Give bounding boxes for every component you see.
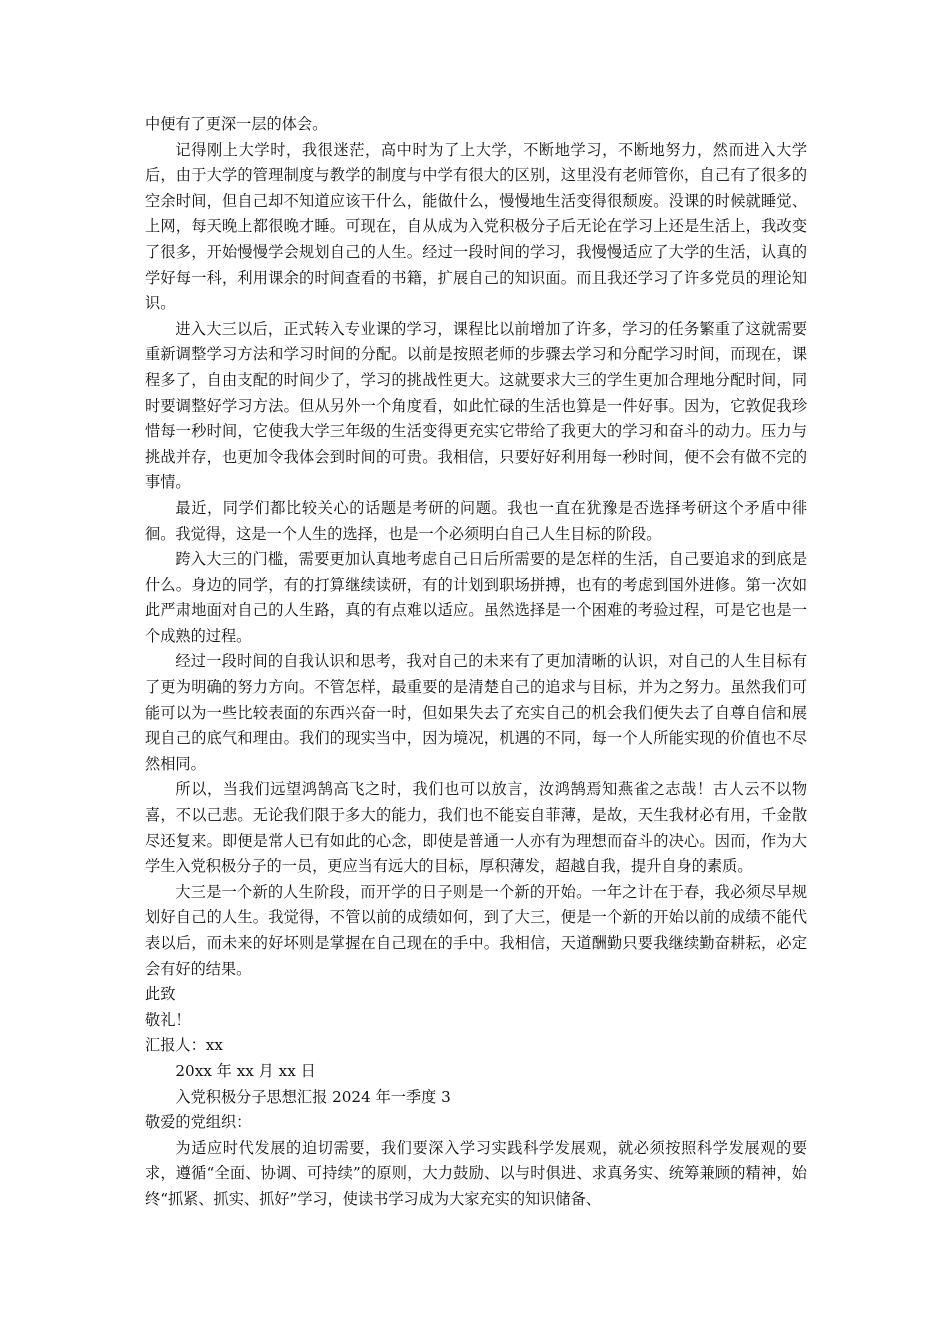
closing-regards: 敬礼！ [145, 1010, 191, 1029]
intro-line: 中便有了更深一层的体会。 [145, 115, 328, 133]
next-report-title: 入党积极分子思想汇报 2024 年一季度 3 [175, 1087, 451, 1106]
paragraph-6: 所以，当我们远望鸿鹄高飞之时，我们也可以放言，汝鸿鹄焉知燕雀之志哉！古人云不以物喜，不以己悲。无论我们限于多大的能力，我们也不能妄自菲薄，是故，天生我材必有用，千金散尽还复来。即便是常人已有如此的心念，即使是普通一人亦有为理想而奋斗的决心。因而，作为大学生入党积极分子的一员，更应当有远大的目标，厚积薄发，超越自我，提升自身的素质。 [145, 780, 807, 876]
paragraph-2: 进入大三以后，正式转入专业课的学习，课程比以前增加了许多，学习的任务繁重了这就需要重新调整学习方法和学习时间的分配。以前是按照老师的步骤去学习和分配学习时间，而现在，课程多了，自由支配的时间少了，学习的挑战性更大。这就要求大三的学生更加合理地分配时间，同时要调整好学习方法。但从另外一个角度看，如此忙碌的生活也算是一件好事。因为，它敦促我珍惜每一秒时间，它使我大学三年级的生活变得更充实它带给了我更大的学习和奋斗的动力。压力与挑战并存，也更加令我体会到时间的可贵。我相信，只要好好利用每一秒时间，便不会有做不完的事情。 [145, 319, 807, 492]
paragraph-7: 大三是一个新的人生阶段，而开学的日子则是一个新的开始。一年之计在于春，我必须尽早规划好自己的人生。我觉得，不管以前的成绩如何，到了大三，便是一个新的开始以前的成绩不能代表以后，而未来的好坏则是掌握在自己现在的手中。我相信，天道酬勤只要我继续勤奋耕耘，必定会有好的结果。 [145, 882, 807, 978]
closing-salute: 此致 [145, 985, 176, 1004]
next-report-paragraph: 为适应时代发展的迫切需要，我们要深入学习实践科学发展观，就必须按照科学发展观的要求，遵循“全面、协调、可持续”的原则，大力鼓励、以与时俱进、求真务实、统筹兼顾的精神，始终“抓紧、抓实、抓好”学习，使读书学习成为大家充实的知识储备、 [145, 1138, 807, 1208]
paragraph-1: 记得刚上大学时，我很迷茫，高中时为了上大学，不断地学习，不断地努力，然而进入大学后，由于大学的管理制度与教学的制度与中学有很大的区别，这里没有老师管你，自己有了很多的空余时间，但自己却不知道应该干什么，能做什么，慢慢地生活变得很颓废。没课的时候就睡觉、上网，每天晚上都很晚才睡。可现在，自从成为入党积极分子后无论在学习上还是生活上，我改变了很多，开始慢慢学会规划自己的人生。经过一段时间的学习，我慢慢适应了大学的生活，认真的学好每一科，利用课余的时间查看的书籍，扩展自己的知识面。而且我还学习了许多党员的理论知识。 [145, 140, 807, 313]
paragraph-3: 最近，同学们都比较关心的话题是考研的问题。我也一直在犹豫是否选择考研这个矛盾中徘徊。我觉得，这是一个人生的选择，也是一个必须明白自己人生目标的阶段。 [145, 498, 807, 543]
paragraph-5: 经过一段时间的自我认识和思考，我对自己的未来有了更加清晰的认识，对自己的人生目标有了更为明确的努力方向。不管怎样，最重要的是清楚自己的追求与目标，并为之努力。虽然我们可能可以为一些比较表面的东西兴奋一时，但如果失去了充实自己的机会我们便失去了自尊自信和展现自己的底气和理由。我们的现实当中，因为境况，机遇的不同，每一个人所能实现的价值也不尽然相同。 [145, 652, 807, 773]
next-report-salutation: 敬爱的党组织： [145, 1113, 252, 1132]
paragraph-4: 跨入大三的门槛，需要更加认真地考虑自己日后所需要的是怎样的生活，自己要追求的到底是什么。身边的同学，有的打算继续读研，有的计划到职场拼搏，也有的考虑到国外进修。第一次如此严肃地面对自己的人生路，真的有点难以适应。虽然选择是一个困难的考验过程，可是它也是一个成熟的过程。 [145, 550, 807, 645]
date-line: 20xx 年 xx 月 xx 日 [175, 1061, 316, 1080]
reporter-line: 汇报人：xx [145, 1036, 223, 1055]
document-page [145, 112, 807, 1213]
